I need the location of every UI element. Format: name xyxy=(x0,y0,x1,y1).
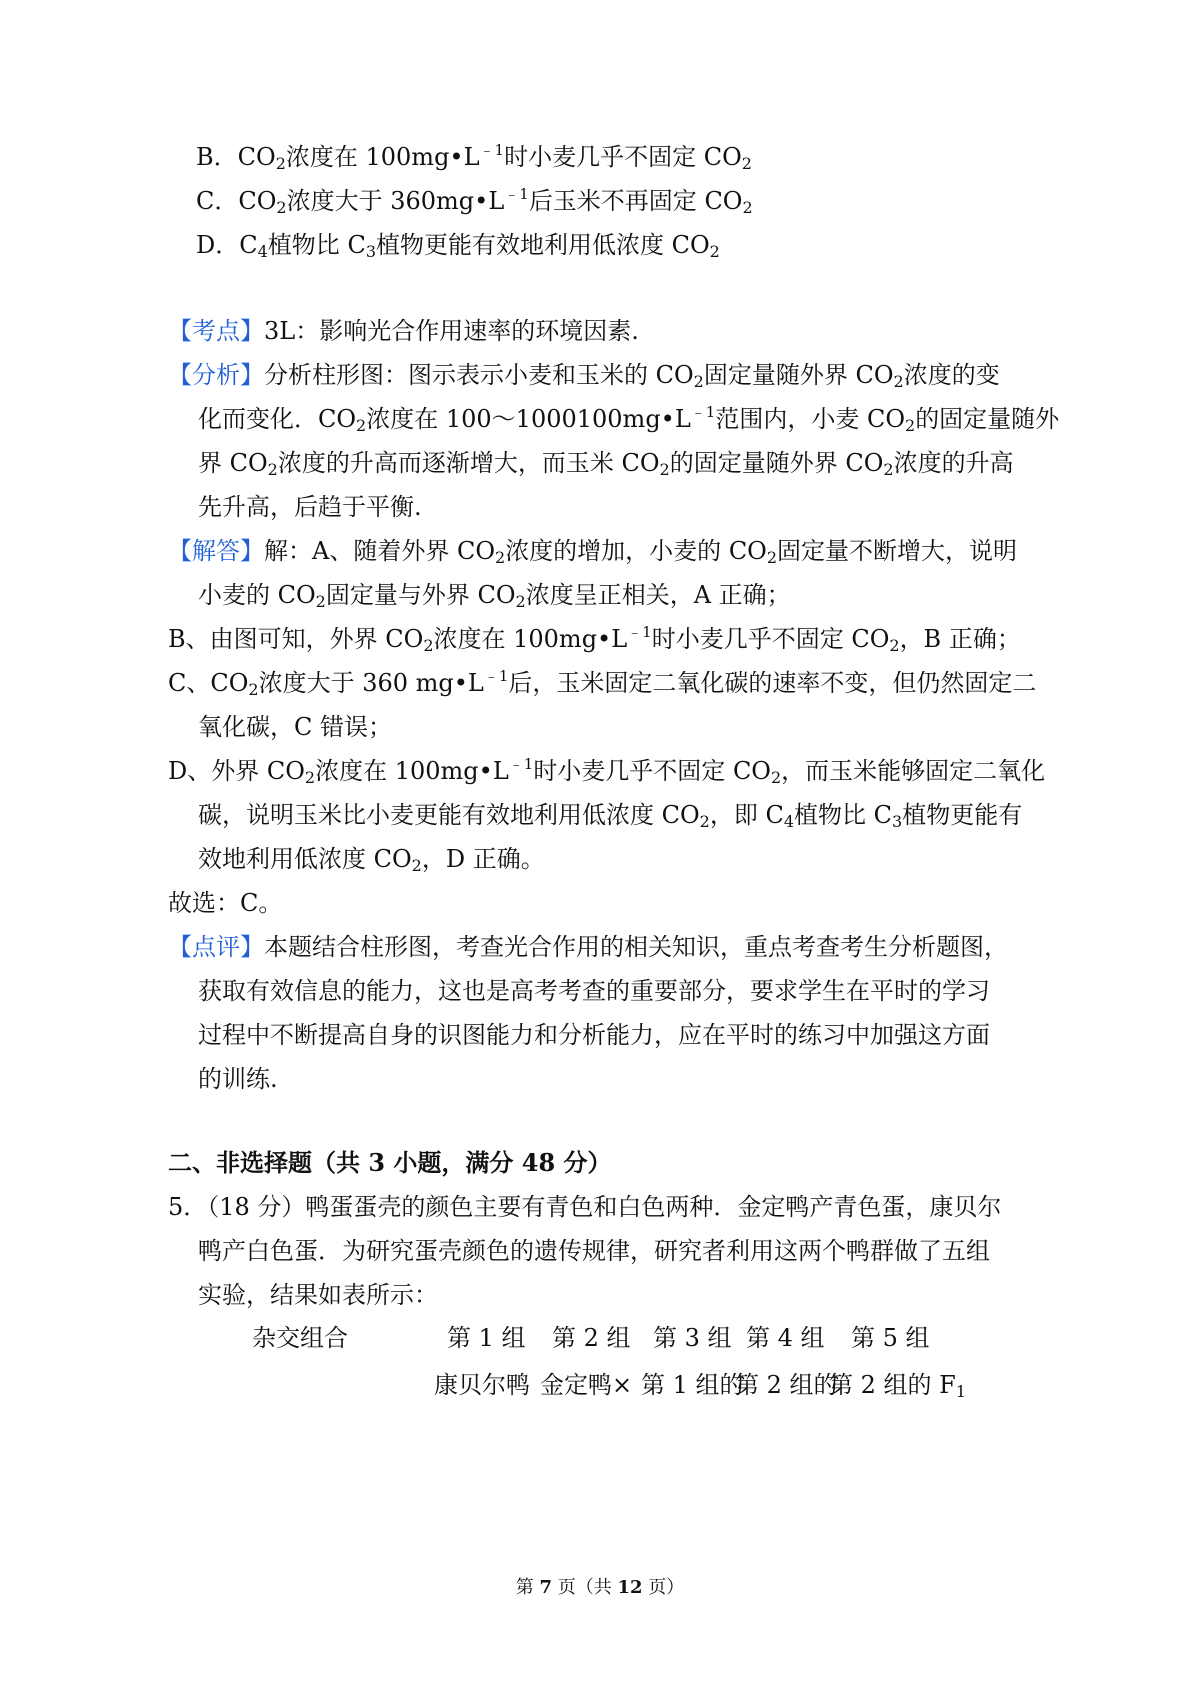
jieda-line-8: 效地利用低浓度 $CO_2$，D 正确。 xyxy=(198,845,545,875)
fenxi-line-1: 【分析】分析柱形图：图示表示小麦和玉米的 $CO_2$固定量随外界 $CO_2$浓度的变 xyxy=(168,361,1000,391)
fenxi-line-4: 先升高，后趋于平衡. xyxy=(198,493,422,521)
question-5-line-3: 实验，结果如表所示： xyxy=(198,1281,438,1309)
question-5-line-2: 鸭产白色蛋．为研究蛋壳颜色的遗传规律，研究者利用这两个鸭群做了五组 xyxy=(198,1237,990,1265)
jieda-line-7: 碳，说明玉米比小麦更能有效地利用低浓度 $CO_2$，即 $C_4$植物比 $C_3$植物更能有 xyxy=(198,801,1023,831)
fenxi-line-2: 化而变化．$CO_2$浓度在 $100\sim 1000100mg•L^{﹣1}$范围内，小麦 $CO_2$的固定量随外 xyxy=(198,403,1060,435)
table-header-group-5: 第 5 组 xyxy=(851,1324,930,1352)
jieda-line-5: 氧化碳，C 错误； xyxy=(198,713,392,741)
option-b: B．$CO_2$浓度在 $100mg•L^{﹣1}$时小麦几乎不固定 $CO_2$ xyxy=(196,141,752,173)
table-header-group-2: 第 2 组 xyxy=(552,1324,631,1352)
page-number: 7 xyxy=(539,1577,552,1598)
dianping-line-3: 过程中不断提高自身的识图能力和分析能力，应在平时的练习中加强这方面 xyxy=(198,1021,990,1049)
page-total: 12 xyxy=(617,1577,643,1598)
jieda-line-6: D、外界 $CO_2$浓度在 $100mg•L^{﹣1}$时小麦几乎不固定 $CO_2$，而玉米能够固定二氧化 xyxy=(168,755,1046,787)
dianping-tag: 【点评】 xyxy=(168,933,264,961)
question-5-line-1: 5．（18 分）鸭蛋蛋壳的颜色主要有青色和白色两种．金定鸭产青色蛋，康贝尔 xyxy=(168,1193,1002,1221)
page-footer: 第 7 页（共 12 页） xyxy=(515,1577,685,1598)
table-header-group-1: 第 1 组 xyxy=(447,1324,526,1352)
kaodian-line: 【考点】3L：影响光合作用速率的环境因素. xyxy=(168,317,639,345)
dianping-line-1: 【点评】本题结合柱形图，考查光合作用的相关知识，重点考查考生分析题图， xyxy=(168,933,1008,961)
table-row-header: 杂交组合 xyxy=(252,1324,348,1352)
jieda-line-3: B、由图可知，外界 $CO_2$浓度在 $100mg•L^{﹣1}$时小麦几乎不固定 $CO_2$，B 正确； xyxy=(168,623,1021,655)
table-header-group-3: 第 3 组 xyxy=(653,1324,732,1352)
fenxi-tag: 【分析】 xyxy=(168,361,264,389)
fenxi-line-3: 界 $CO_2$浓度的升高而逐渐增大，而玉米 $CO_2$的固定量随外界 $CO_2$浓度的升高 xyxy=(198,449,1014,479)
kaodian-tag: 【考点】 xyxy=(168,317,264,345)
dianping-line-4: 的训练. xyxy=(198,1065,278,1093)
dianping-line-2: 获取有效信息的能力，这也是高考考查的重要部分，要求学生在平时的学习 xyxy=(198,977,990,1005)
option-c: C．$CO_2$浓度大于 $360mg•L^{﹣1}$后玉米不再固定 $CO_2$ xyxy=(196,185,753,217)
table-cell-1: 康贝尔鸭 xyxy=(434,1371,530,1399)
jieda-line-1: 【解答】解：A、随着外界 $CO_2$浓度的增加，小麦的 $CO_2$固定量不断增大，说明 xyxy=(168,537,1018,567)
table-cell-4: 第 2 组的 xyxy=(735,1371,838,1399)
table-cell-2: 金定鸭× xyxy=(540,1371,633,1399)
answer-line: 故选：C。 xyxy=(168,889,283,917)
table-cell-5: 第 2 组的 $F_1$ xyxy=(829,1371,966,1401)
table-header-group-4: 第 4 组 xyxy=(746,1324,825,1352)
jieda-line-2: 小麦的 $CO_2$固定量与外界 $CO_2$浓度呈正相关，A 正确； xyxy=(198,581,791,611)
option-d: D．$C_4$植物比 $C_3$植物更能有效地利用低浓度 $CO_2$ xyxy=(196,231,720,261)
section-heading: 二、非选择题（共 3 小题，满分 48 分） xyxy=(168,1148,612,1177)
jieda-tag: 【解答】 xyxy=(168,537,264,565)
table-cell-3: 第 1 组的 xyxy=(641,1371,744,1399)
jieda-line-4: C、$CO_2$浓度大于 360 $mg•L^{﹣1}$后，玉米固定二氧化碳的速率不变，但仍然固定二 xyxy=(168,667,1037,699)
